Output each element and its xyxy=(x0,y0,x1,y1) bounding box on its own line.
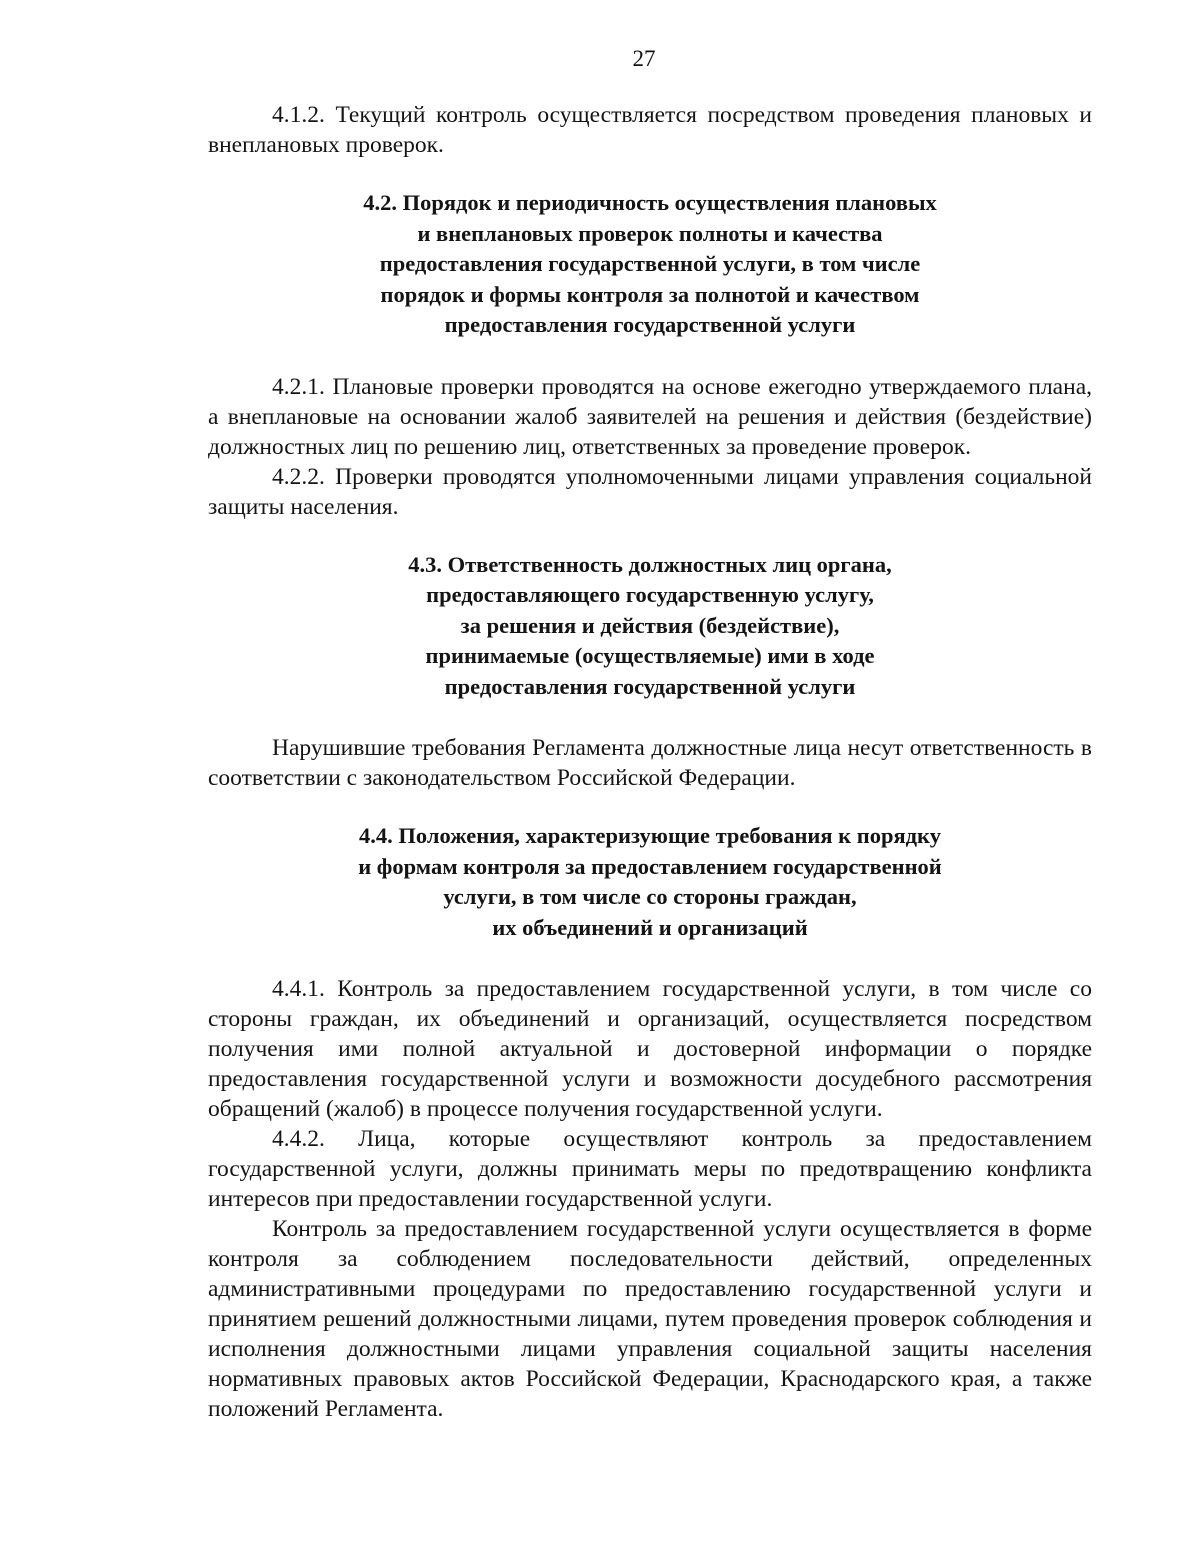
paragraph-4-3-liability: Нарушившие требования Регламента должностные лица несут ответственность в соответствии с законодательством Российской Федерации. xyxy=(208,735,1092,791)
paragraph-control-form: Контроль за предоставлением государственной услуги осуществляется в форме контроля за соблюдением последовательности действий, определенных административными процедурами по предоставлению государственной услуги и принятием решений должностными лицами, путем проведения проверок соблюдения и исполнения должностными лицами управления социальной защиты населения нормативных правовых актов Российской Федерации, Краснодарского края, а также положений Регламента. xyxy=(208,1216,1092,1422)
page-number: 27 xyxy=(632,46,656,71)
heading-line: 4.3. Ответственность должностных лиц органа, xyxy=(408,551,892,577)
heading-line: предоставляющего государственную услугу, xyxy=(426,582,874,607)
heading-line: 4.2. Порядок и периодичность осуществления плановых xyxy=(363,190,937,215)
paragraph-4-2-2: 4.2.2. Проверки проводятся уполномоченными лицами управления социальной защиты населения. xyxy=(208,463,1092,520)
heading-line: принимаемые (осуществляемые) ими в ходе xyxy=(425,643,875,668)
heading-line: и формам контроля за предоставлением государственной xyxy=(358,853,942,879)
heading-line: услуги, в том числе со стороны граждан, xyxy=(443,884,857,909)
paragraph-4-2-1: 4.2.1. Плановые проверки проводятся на основе ежегодно утверждаемого плана, а внеплановые на основании жалоб заявителей на решения и действия (бездействие) должностных лиц по решению лиц, ответственных за проведение проверок. xyxy=(208,373,1092,460)
heading-line: их объединений и организаций xyxy=(492,914,808,940)
heading-line: предоставления государственной услуги xyxy=(444,312,856,337)
heading-line: предоставления государственной услуги xyxy=(444,673,856,699)
section-heading-4-2 xyxy=(208,188,1092,341)
paragraph-4-1-2: 4.1.2. Текущий контроль осуществляется посредством проведения плановых и внеплановых проверок. xyxy=(208,102,1092,158)
heading-line: 4.4. Положения, характеризующие требования к порядку xyxy=(359,823,941,848)
document-body xyxy=(208,100,1092,1424)
section-heading-4-3 xyxy=(208,550,1092,703)
heading-line: и внеплановых проверок полноты и качества xyxy=(417,220,883,246)
heading-line: порядок и формы контроля за полнотой и качеством xyxy=(380,281,920,307)
heading-line: предоставления государственной услуги, в том числе xyxy=(379,251,921,276)
section-heading-4-4 xyxy=(208,821,1092,943)
heading-line: за решения и действия (бездействие), xyxy=(460,612,840,638)
paragraph-4-4-1: 4.4.1. Контроль за предоставлением государственной услуги, в том числе со стороны граждан, их объединений и организаций, осуществляется посредством получения ими полной актуальной и достоверной информации о порядке предоставления государственной услуги и возможности досудебного рассмотрения обращений (жалоб) в процессе получения государственной услуги. xyxy=(208,976,1092,1122)
paragraph-4-4-2: 4.4.2. Лица, которые осуществляют контроль за предоставлением государственной услуги, должны принимать меры по предотвращению конфликта интересов при предоставлении государственной услуги. xyxy=(208,1126,1092,1212)
